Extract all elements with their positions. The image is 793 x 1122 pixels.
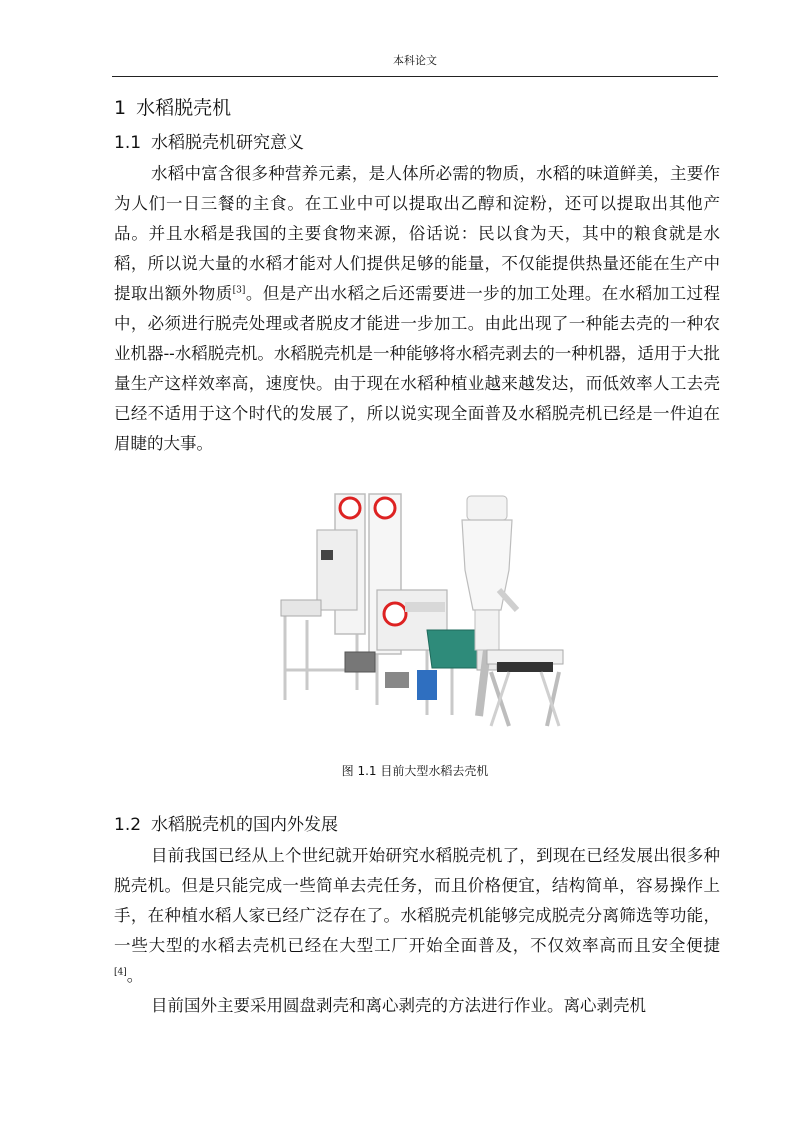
paragraph-text-continued: 。但是产出水稻之后还需要进一步的加工处理。在水稻加工过程中，必须进行脱壳处理或者脱皮才能进一步加工。由此出现了一种能去壳的一种农业机器--水稻脱壳机。水稻脱壳机是一种能够将水稻壳剥去的一种机器，适用于大批量生产这样效率高，速度快。由于现在水稻种植业越来越发达，而低效率人工去壳已经不适用于这个时代的发展了，所以说实现全面普及水稻脱壳机已经是一件迫在眉睫的大事。 [114, 284, 721, 453]
citation-4: [4] [114, 967, 127, 978]
section-1-2-heading [114, 814, 338, 836]
rice-huller-machine-figure [277, 490, 567, 748]
section-1-1-title: 水稻脱壳机研究意义 [151, 133, 305, 153]
section-1-heading [114, 96, 231, 120]
section-1-2-number: 1.2 [114, 815, 142, 835]
citation-3: [3] [232, 285, 246, 296]
running-header: 本科论文 [393, 54, 437, 67]
section-1-title: 水稻脱壳机 [136, 97, 232, 119]
section-1-1-paragraph [114, 159, 720, 459]
section-1-number: 1 [114, 97, 127, 119]
section-1-1-heading [114, 132, 304, 154]
paragraph-text-continued: 。 [126, 966, 144, 985]
section-1-1-number: 1.1 [114, 133, 142, 153]
paragraph-text: 水稻中富含很多种营养元素，是人体所必需的物质，水稻的味道鲜美，主要作为人们一日三餐的主食。在工业中可以提取出乙醇和淀粉，还可以提取出其他产品。并且水稻是我国的主要食物来源，俗话说：民以食为天，其中的粮食就是水稻，所以说大量的水稻才能对人们提供足够的能量，不仅能提供热量还能在生产中提取出额外物质 [114, 164, 720, 303]
section-1-2-paragraph-1 [114, 841, 720, 991]
header-rule [112, 76, 718, 77]
paragraph-text: 目前我国已经从上个世纪就开始研究水稻脱壳机了，到现在已经发展出很多种脱壳机。但是只能完成一些简单去壳任务，而且价格便宜，结构简单，容易操作上手，在种植水稻人家已经广泛存在了。水稻脱壳机能够完成脱壳分离筛选等功能，一些大型的水稻去壳机已经在大型工厂开始全面普及，不仅效率高而且安全便捷 [114, 846, 720, 955]
section-1-2-paragraph-2: 目前国外主要采用圆盘剥壳和离心剥壳的方法进行作业。离心剥壳机 [151, 996, 646, 1015]
section-1-2-title: 水稻脱壳机的国内外发展 [151, 815, 339, 835]
figure-caption: 图 1.1 目前大型水稻去壳机 [341, 764, 489, 778]
